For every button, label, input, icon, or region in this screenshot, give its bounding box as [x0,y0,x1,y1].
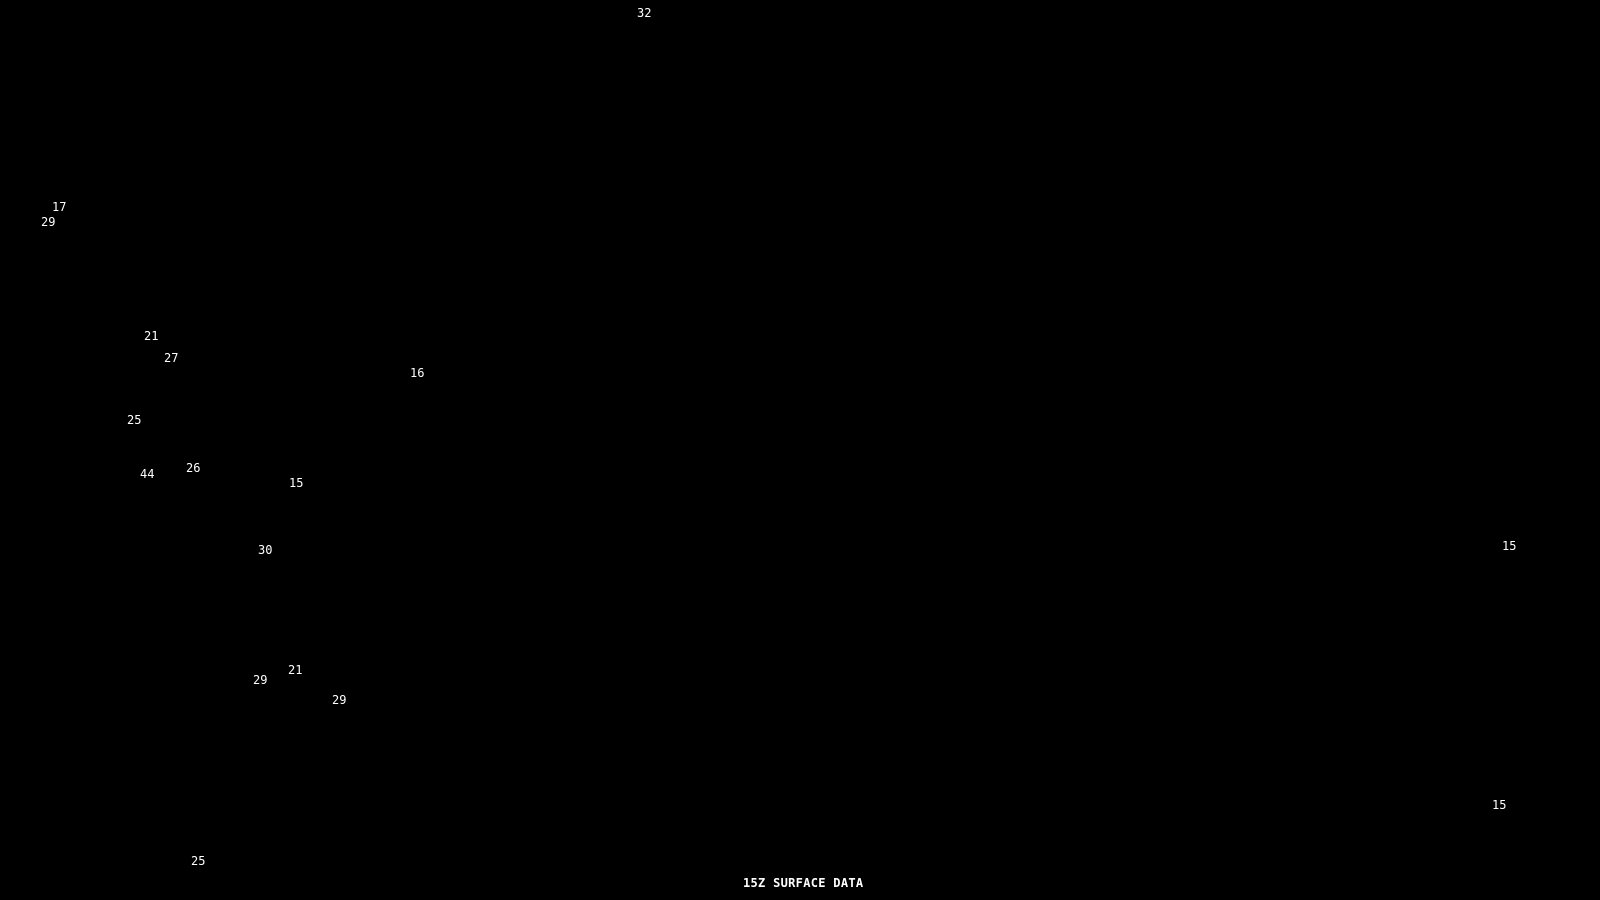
station-value: 26 [186,461,201,475]
station-value: 27 [164,351,179,365]
station-value: 16 [410,366,425,380]
station-value: 15 [1502,539,1517,553]
station-value: 21 [288,663,303,677]
station-value: 29 [41,215,56,229]
station-value: 30 [258,543,273,557]
station-value: 25 [191,854,206,868]
plot-caption: 15Z SURFACE DATA [743,876,864,890]
station-value: 29 [332,693,347,707]
station-value: 15 [1492,798,1507,812]
station-value: 21 [144,329,159,343]
station-value: 15 [289,476,304,490]
station-value: 32 [637,6,652,20]
station-value: 17 [52,200,67,214]
station-value: 29 [253,673,268,687]
station-value: 44 [140,467,155,481]
station-value: 25 [127,413,142,427]
